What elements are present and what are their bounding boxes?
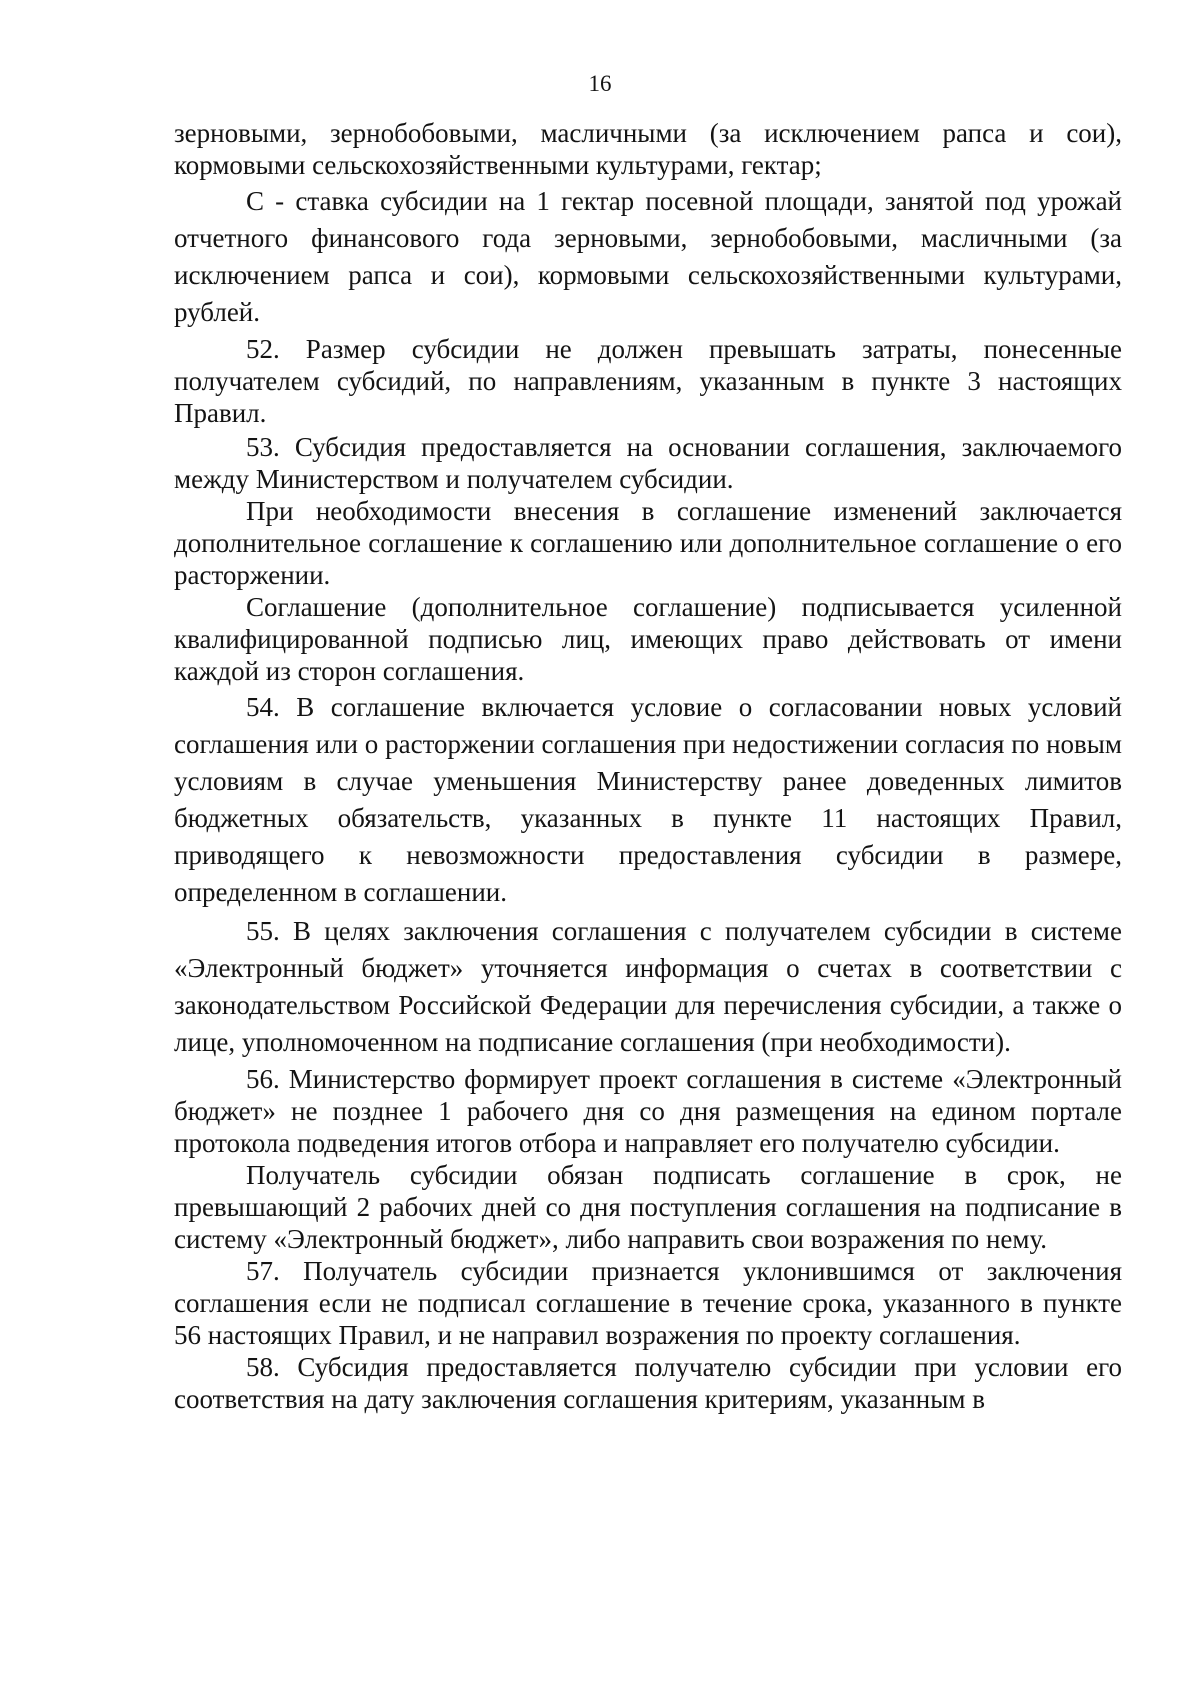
paragraph-item-56: 56. Министерство формирует проект соглашения в системе «Электронный бюджет» не позднее 1 рабочего дня со дня размещения на едином портале протокола подведения итогов отбора и направляет его получателю субсидии. (174, 1064, 1122, 1158)
paragraph-item-53: 53. Субсидия предоставляется на основании соглашения, заключаемого между Министерством и получателем субсидии. (174, 432, 1122, 494)
paragraph-item-58: 58. Субсидия предоставляется получателю субсидии при условии его соответствия на дату заключения соглашения критериям, указанным в (174, 1352, 1122, 1414)
paragraph-item-52: 52. Размер субсидии не должен превышать затраты, понесенные получателем субсидий, по направлениям, указанным в пункте 3 настоящих Правил. (174, 334, 1122, 428)
paragraph-item-54: 54. В соглашение включается условие о согласовании новых условий соглашения или о расторжении соглашения при недостижении согласия по новым условиям в случае уменьшения Министерству ранее доведенных лимитов бюджетных обязательств, указанных в пункте 11 настоящих Правил, приводящего к невозможности предоставления субсидии в размере, определенном в соглашении. (174, 692, 1122, 907)
paragraph-signature: Соглашение (дополнительное соглашение) подписывается усиленной квалифицированной подписью лиц, имеющих право действовать от имени каждой из сторон соглашения. (174, 592, 1122, 686)
document-body (174, 117, 1122, 1415)
paragraph-continuation: зерновыми, зернобобовыми, масличными (за исключением рапса и сои), кормовыми сельскохозяйственными культурами, гектар; (174, 118, 1122, 180)
paragraph-item-55: 55. В целях заключения соглашения с получателем субсидии в системе «Электронный бюджет» уточняется информация о счетах в соответствии с законодательством Российской Федерации для перечисления субсидии, а также о лице, уполномоченном на подписание соглашения (при необходимости). (174, 916, 1122, 1057)
paragraph-amendment: При необходимости внесения в соглашение изменений заключается дополнительное соглашение к соглашению или дополнительное соглашение о его расторжении. (174, 496, 1122, 590)
paragraph-item-57: 57. Получатель субсидии признается уклонившимся от заключения соглашения если не подписал соглашение в течение срока, указанного в пункте 56 настоящих Правил, и не направил возражения по проекту соглашения. (174, 1256, 1122, 1350)
paragraph-rate-definition: С - ставка субсидии на 1 гектар посевной площади, занятой под урожай отчетного финансового года зерновыми, зернобобовыми, масличными (за исключением рапса и сои), кормовыми сельскохозяйственными культурами, рублей. (174, 186, 1122, 327)
paragraph-recipient-obligation: Получатель субсидии обязан подписать соглашение в срок, не превышающий 2 рабочих дней со дня поступления соглашения на подписание в систему «Электронный бюджет», либо направить свои возражения по нему. (174, 1160, 1122, 1254)
page-number: 16 (588, 71, 612, 96)
